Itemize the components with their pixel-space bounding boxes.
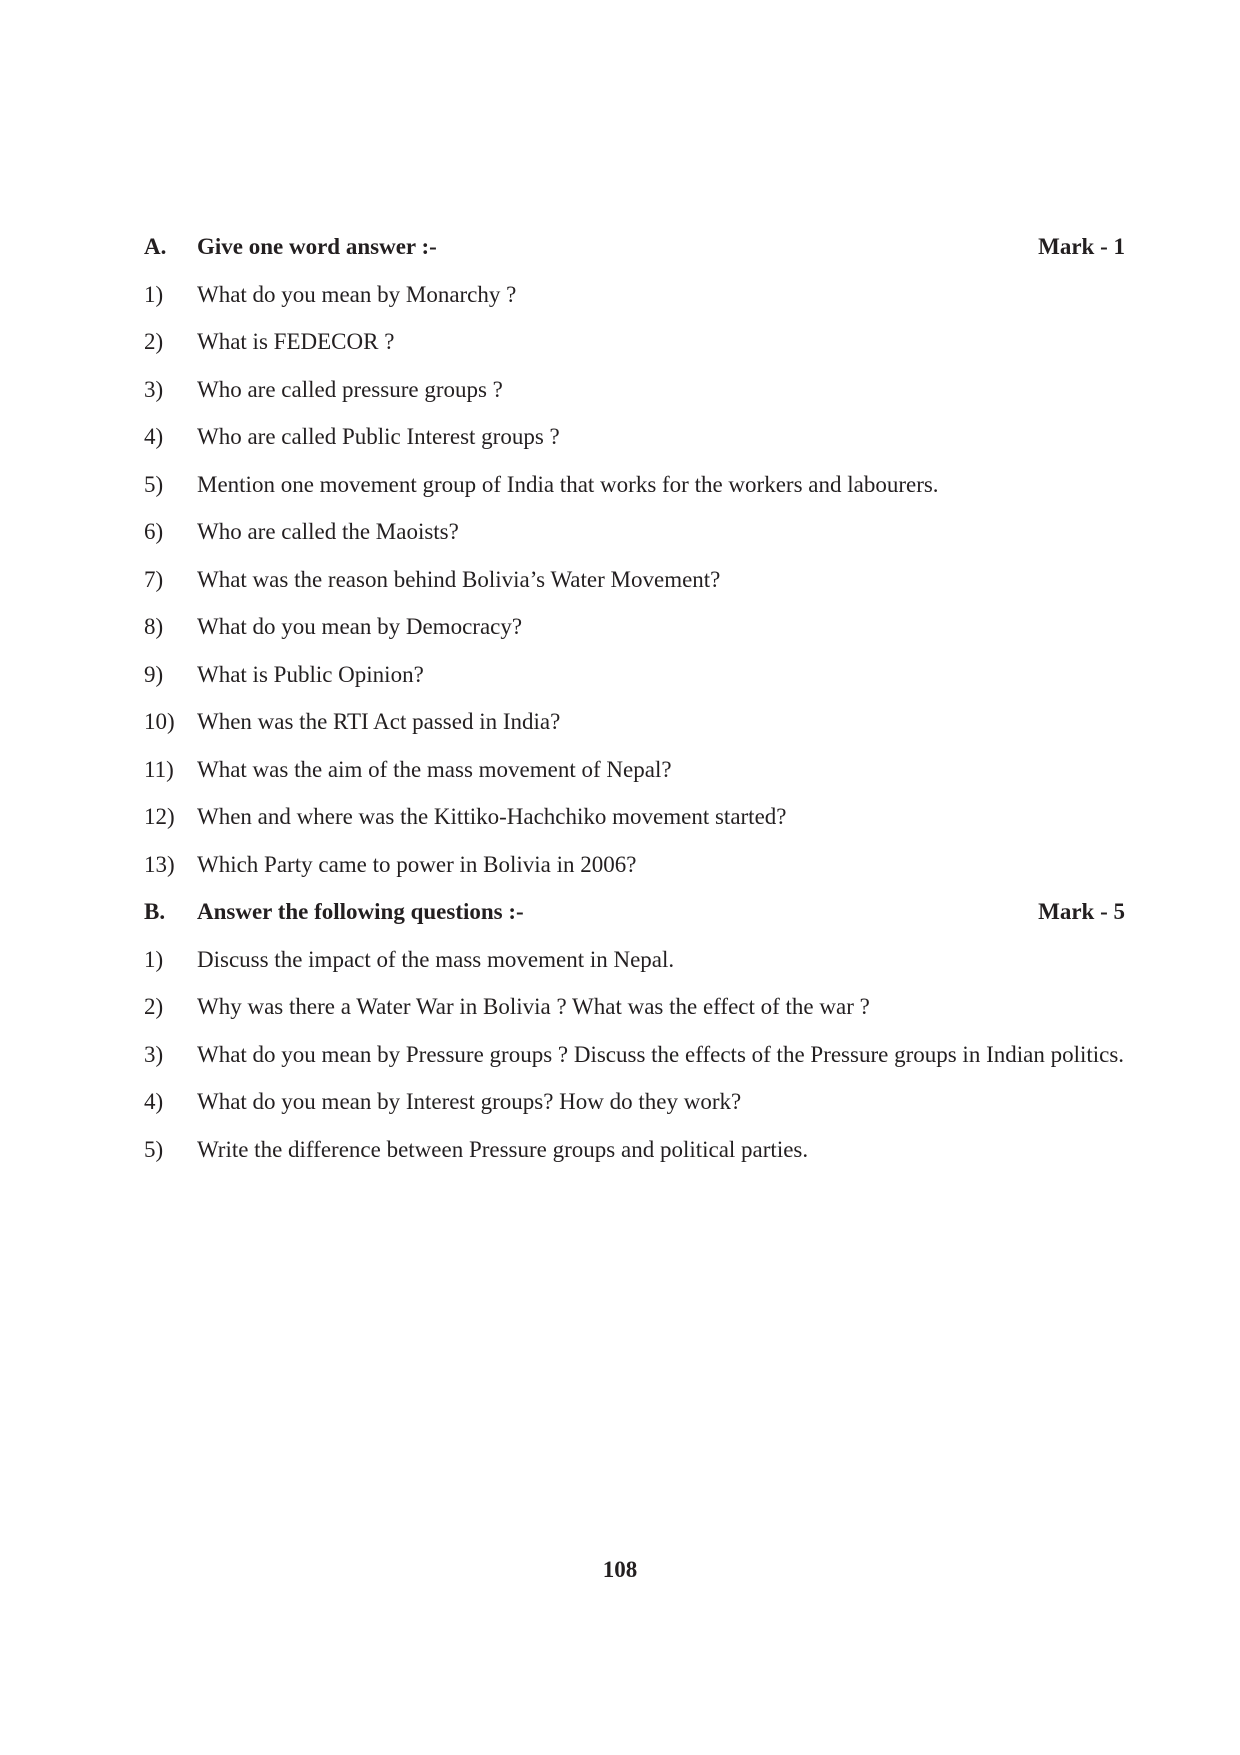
question-number: 6) xyxy=(144,519,164,544)
question-text: Why was there a Water War in Bolivia ? What was the effect of the war ? xyxy=(197,994,870,1019)
question-number: 1) xyxy=(144,946,164,972)
question-text: What was the reason behind Bolivia’s Water Movement? xyxy=(197,566,721,592)
question-number: 10) xyxy=(144,709,175,734)
question-item xyxy=(144,375,1125,405)
question-item xyxy=(144,755,1125,785)
question-number: 11) xyxy=(144,756,174,782)
question-number: 1) xyxy=(144,281,164,307)
question-number: 12) xyxy=(144,804,175,829)
section-a-heading xyxy=(144,232,1125,262)
question-number: 2) xyxy=(144,994,164,1019)
question-text: What do you mean by Democracy? xyxy=(197,614,523,639)
question-text: Write the difference between Pressure groups and political parties. xyxy=(197,1136,809,1162)
question-item xyxy=(144,992,1125,1022)
question-number: 9) xyxy=(144,661,164,687)
question-number: 5) xyxy=(144,1136,164,1162)
question-number: 2) xyxy=(144,329,164,354)
page-number: 108 xyxy=(602,1557,638,1582)
question-item xyxy=(144,565,1125,595)
section-b-mark: Mark - 5 xyxy=(1038,899,1125,924)
question-item xyxy=(144,850,1125,880)
question-text: What is Public Opinion? xyxy=(197,661,424,687)
question-text: What do you mean by Interest groups? How do they work? xyxy=(197,1089,742,1114)
question-text: When and where was the Kittiko-Hachchiko movement started? xyxy=(197,804,787,829)
question-text: Who are called pressure groups ? xyxy=(197,376,503,402)
question-text: What was the aim of the mass movement of Nepal? xyxy=(197,756,672,782)
question-text: What is FEDECOR ? xyxy=(197,329,395,354)
question-number: 8) xyxy=(144,614,164,639)
question-text: Which Party came to power in Bolivia in 2006? xyxy=(197,851,637,877)
question-text: When was the RTI Act passed in India? xyxy=(197,709,561,734)
question-item xyxy=(144,945,1125,975)
question-item xyxy=(144,612,1125,642)
section-a-title: Give one word answer :- xyxy=(197,234,437,259)
worksheet xyxy=(144,232,1125,1182)
section-b-title: Answer the following questions :- xyxy=(197,899,524,924)
section-a-mark: Mark - 1 xyxy=(1038,234,1125,259)
question-item xyxy=(144,327,1125,357)
question-number: 4) xyxy=(144,424,164,449)
question-item xyxy=(144,802,1125,832)
question-text: What do you mean by Pressure groups ? Discuss the effects of the Pressure groups in Indian politics. xyxy=(197,1041,1125,1067)
question-number: 13) xyxy=(144,851,175,877)
question-text: Who are called the Maoists? xyxy=(197,519,459,544)
question-number: 3) xyxy=(144,376,164,402)
question-item xyxy=(144,470,1125,500)
question-number: 5) xyxy=(144,471,164,497)
question-text: Discuss the impact of the mass movement in Nepal. xyxy=(197,946,675,972)
question-text: Mention one movement group of India that works for the workers and labourers. xyxy=(197,471,939,497)
question-item xyxy=(144,660,1125,690)
question-number: 3) xyxy=(144,1041,164,1067)
question-item xyxy=(144,1040,1125,1070)
question-item xyxy=(144,1135,1125,1165)
question-number: 4) xyxy=(144,1089,164,1114)
section-b-letter: B. xyxy=(144,899,166,924)
section-a-letter: A. xyxy=(144,234,167,259)
question-text: Who are called Public Interest groups ? xyxy=(197,424,560,449)
question-item xyxy=(144,422,1125,452)
question-number: 7) xyxy=(144,566,164,592)
question-item xyxy=(144,1087,1125,1117)
question-text: What do you mean by Monarchy ? xyxy=(197,281,517,307)
question-item xyxy=(144,517,1125,547)
question-item xyxy=(144,707,1125,737)
section-b-heading xyxy=(144,897,1125,927)
question-item xyxy=(144,280,1125,310)
